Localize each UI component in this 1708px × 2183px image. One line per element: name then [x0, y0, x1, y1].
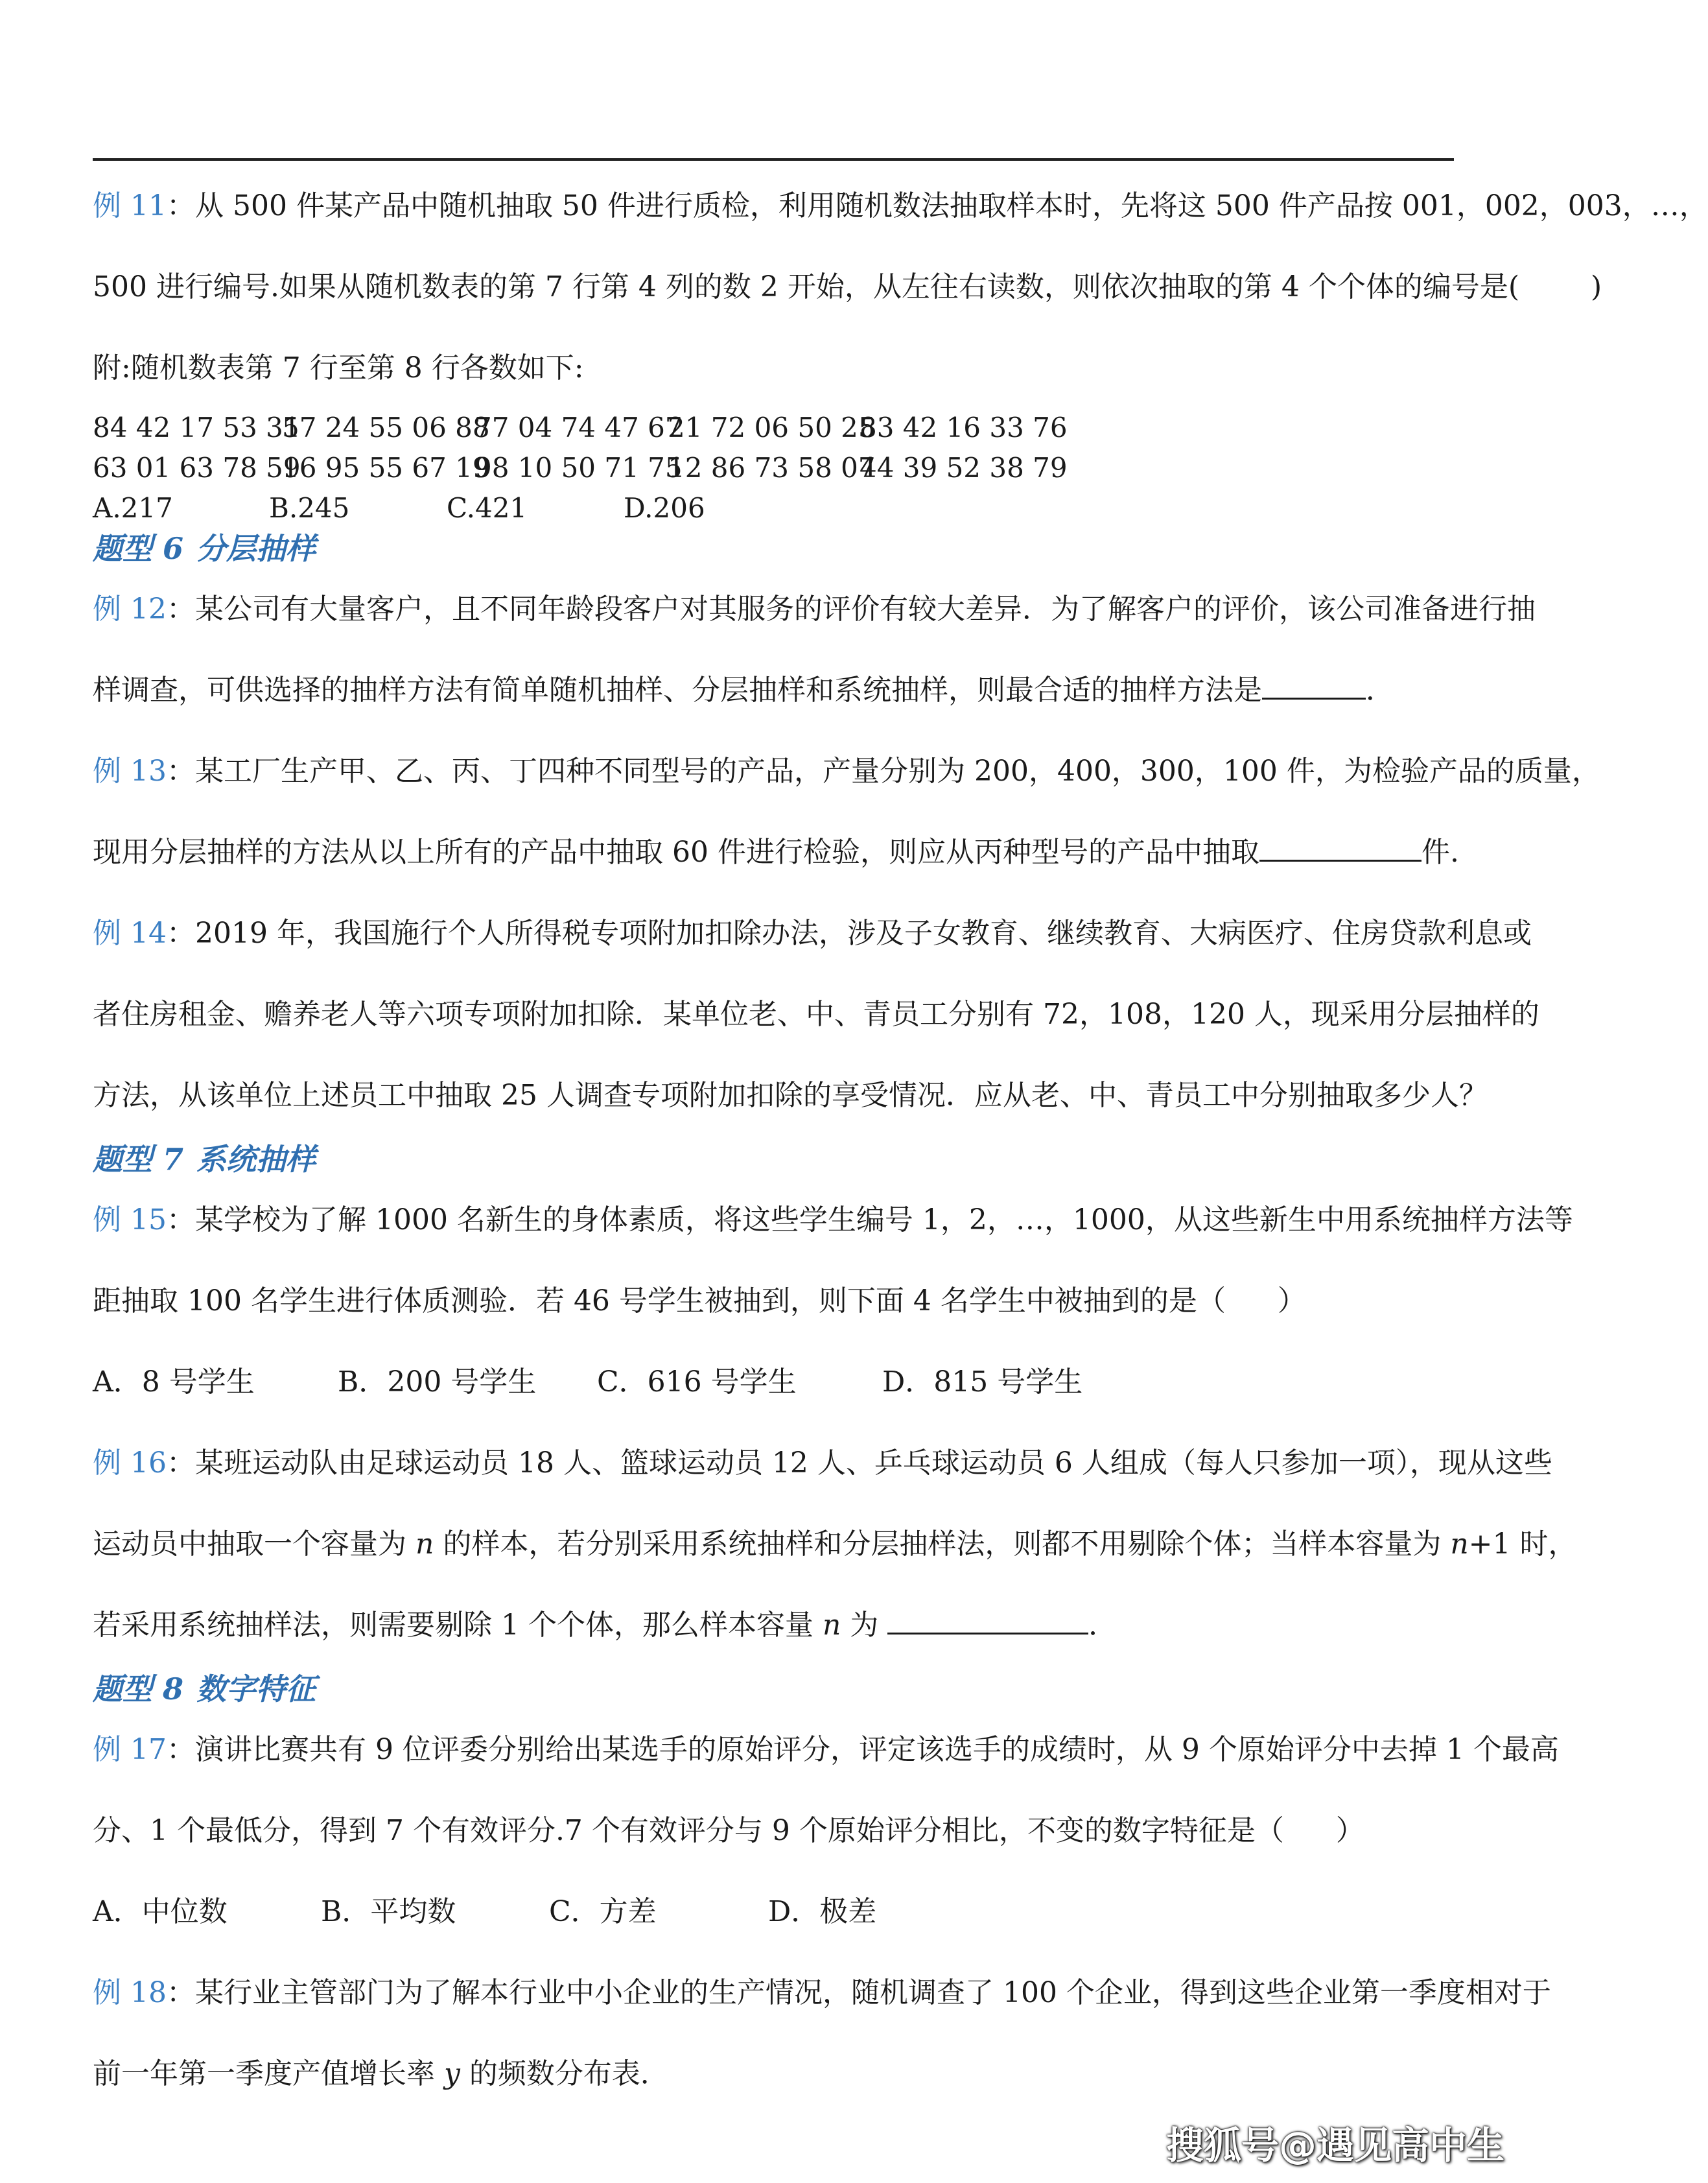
watermark: 搜狐号@遇见高中生 [1165, 2123, 1504, 2167]
ex13-line2: 现用分层抽样的方法从以上所有的产品中抽取 60 件进行检验，则应从丙种型号的产品中抽取 件. [93, 833, 1460, 872]
ex12-line1: 例 12：某公司有大量客户，且不同年龄段客户对其服务的评价有较大差异．为了解客户的评价，该公司准备进行抽 [93, 593, 1536, 626]
ex17-line1: 例 17：演讲比赛共有 9 位评委分别给出某选手的原始评分，评定该选手的成绩时，从 9 个原始评分中去掉 1 个最高 [93, 1733, 1559, 1766]
ex14-line1: 例 14：2019 年，我国施行个人所得税专项附加扣除办法，涉及子女教育、继续教育、大病医疗、住房贷款利息或 [93, 917, 1532, 950]
heading-type6: 题型 6 分层抽样 [93, 531, 316, 566]
ex18-line1: 例 18：某行业主管部门为了解本行业中小企业的生产情况，随机调查了 100 个企业，得到这些企业第一季度相对于 [93, 1976, 1551, 2009]
ex11-line3: 附:随机数表第 7 行至第 8 行各数如下: [93, 351, 584, 384]
ex11-line1: 例 11：从 500 件某产品中随机抽取 50 件进行质检，利用随机数法抽取样本时，先将这 500 件产品按 001，002，003，…， [93, 189, 1708, 222]
option-a: A.217 [93, 492, 173, 524]
ex14-label: 例 14 [93, 917, 167, 950]
ex11-options [93, 490, 705, 526]
ex14-line2: 者住房租金、赡养老人等六项专项附加扣除．某单位老、中、青员工分别有 72，108，120 人，现采用分层抽样的 [93, 998, 1539, 1031]
ex15-line1: 例 15：某学校为了解 1000 名新生的身体素质，将这些学生编号 1，2，…，1000，从这些新生中用系统抽样方法等 [93, 1203, 1573, 1236]
option-c: C．616 号学生 [597, 1365, 797, 1398]
ex16-line2: 运动员中抽取一个容量为 n 的样本，若分别采用系统抽样和分层抽样法，则都不用剔除个体；当样本容量为 n+1 时， [93, 1528, 1577, 1561]
ex15-options [93, 1363, 1460, 1402]
heading-type7: 题型 7 系统抽样 [93, 1142, 316, 1177]
option-c: C．方差 [549, 1895, 657, 1928]
option-d: D．极差 [768, 1895, 877, 1928]
random-table-row7: 84 42 17 53 3157 24 55 06 8877 04 74 47 6721 72 06 50 2583 42 16 33 76 [93, 412, 1068, 443]
top-rule [93, 158, 1454, 161]
ex13-line1: 例 13：某工厂生产甲、乙、丙、丁四种不同型号的产品，产量分别为 200，400，300，100 件，为检验产品的质量， [93, 755, 1600, 788]
option-d: D.206 [624, 492, 705, 524]
answer-blank [1262, 672, 1366, 700]
ex13-label: 例 13 [93, 755, 167, 788]
ex15-line2: 距抽取 100 名学生进行体质测验．若 46 号学生被抽到，则下面 4 名学生中被抽到的是（ ） [93, 1284, 1306, 1317]
ex16-label: 例 16 [93, 1446, 167, 1480]
answer-blank [887, 1607, 1088, 1634]
ex12-line2: 样调查，可供选择的抽样方法有简单随机抽样、分层抽样和系统抽样，则最合适的抽样方法是 ． [93, 671, 1460, 710]
ex17-line2: 分、1 个最低分，得到 7 个有效评分.7 个有效评分与 9 个原始评分相比，不变的数字特征是（ ） [93, 1814, 1364, 1847]
ex15-label: 例 15 [93, 1203, 167, 1236]
ex18-label: 例 18 [93, 1976, 167, 2009]
ex17-label: 例 17 [93, 1733, 167, 1766]
option-c: C.421 [447, 492, 528, 524]
ex14-line3: 方法，从该单位上述员工中抽取 25 人调查专项附加扣除的享受情况．应从老、中、青员工中分别抽取多少人？ [93, 1079, 1488, 1112]
option-b: B．200 号学生 [338, 1365, 537, 1398]
option-d: D．815 号学生 [882, 1365, 1083, 1398]
ex17-options [93, 1893, 1460, 1931]
option-a: A．中位数 [93, 1895, 228, 1928]
ex16-line1: 例 16：某班运动队由足球运动员 18 人、篮球运动员 12 人、乒乓球运动员 6 人组成（每人只参加一项），现从这些 [93, 1446, 1552, 1480]
ex11-label: 例 11 [93, 189, 167, 222]
option-b: B．平均数 [321, 1895, 456, 1928]
ex12-label: 例 12 [93, 593, 167, 626]
ex11-line2: 500 进行编号.如果从随机数表的第 7 行第 4 列的数 2 开始，从左往右读数，则依次抽取的第 4 个个体的编号是( ) [93, 270, 1602, 303]
heading-type8: 题型 8 数字特征 [93, 1671, 316, 1706]
answer-blank [1259, 834, 1421, 862]
random-table-row8: 63 01 63 78 5916 95 55 67 1998 10 50 71 7512 86 73 58 0744 39 52 38 79 [93, 452, 1068, 484]
ex18-line2: 前一年第一季度产值增长率 y 的频数分布表． [93, 2057, 669, 2090]
option-a: A．8 号学生 [93, 1365, 255, 1398]
ex16-line3: 若采用系统抽样法，则需要剔除 1 个个体，那么样本容量 n 为 ． [93, 1606, 1460, 1645]
option-b: B.245 [269, 492, 350, 524]
